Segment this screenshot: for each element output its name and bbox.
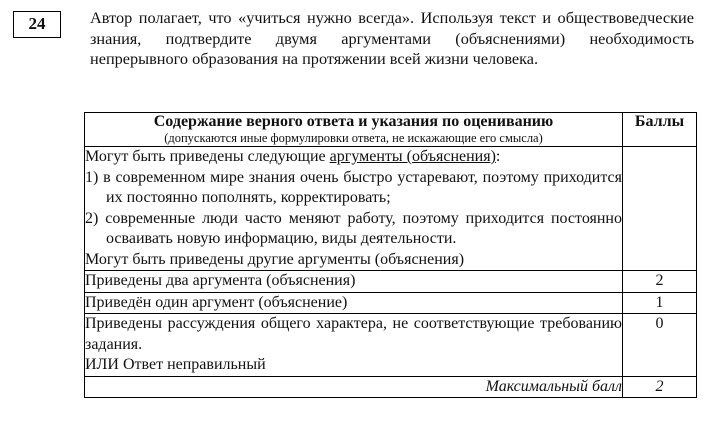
criteria-text: Приведены два аргумента (объяснения) [85, 271, 623, 293]
content-header [85, 113, 623, 147]
criteria-row [85, 314, 697, 377]
max-score-row [85, 376, 697, 397]
max-score-label: Максимальный балл [85, 376, 623, 397]
content-header-subtitle: (допускаются иные формулировки ответа, не искажающие его смысла) [164, 131, 543, 145]
answer-row [85, 147, 697, 271]
criteria-text-line: ИЛИ Ответ неправильный [85, 356, 266, 373]
criteria-text [85, 314, 623, 377]
answer-intro-prefix: Могут быть приведены следующие [85, 148, 330, 165]
criteria-score: 2 [623, 271, 697, 293]
criteria-score: 0 [623, 314, 697, 377]
criteria-row [85, 271, 697, 293]
answer-intro-underlined: аргументы (объяснения) [329, 148, 496, 165]
answer-content [85, 147, 623, 271]
argument-item: 1) в современном мире знания очень быстро устаревают, поэтому приходится их постоянно пополнять, корректировать; [85, 168, 622, 206]
table-header-row [85, 113, 697, 147]
question-text: Автор полагает, что «учиться нужно всегда». Используя текст и обществоведческие знания, подтвердите двумя аргументами (объяснениями) необходимость непрерывного образования на протяжении всей жизни человека. [90, 8, 694, 68]
answer-outro: Могут быть приведены другие аргументы (объяснения) [85, 250, 465, 268]
grading-table [84, 112, 697, 398]
content-header-title: Содержание верного ответа и указания по оцениванию [153, 113, 554, 130]
answer-score-empty [623, 147, 697, 271]
argument-item: 2) современные люди часто меняют работу, поэтому приходится постоянно осваивать новую информацию, виды деятельности. [85, 209, 622, 247]
criteria-score: 1 [623, 292, 697, 314]
criteria-text-line: Приведены рассуждения общего характера, не соответствующие требованию задания. [85, 315, 622, 353]
answer-intro-suffix: : [495, 148, 501, 165]
argument-list [85, 168, 622, 250]
answer-intro [85, 147, 622, 168]
score-header: Баллы [623, 113, 697, 147]
question-number: 24 [13, 11, 61, 38]
criteria-row [85, 292, 697, 314]
criteria-text: Приведён один аргумент (объяснение) [85, 292, 623, 314]
max-score-value: 2 [623, 376, 697, 397]
